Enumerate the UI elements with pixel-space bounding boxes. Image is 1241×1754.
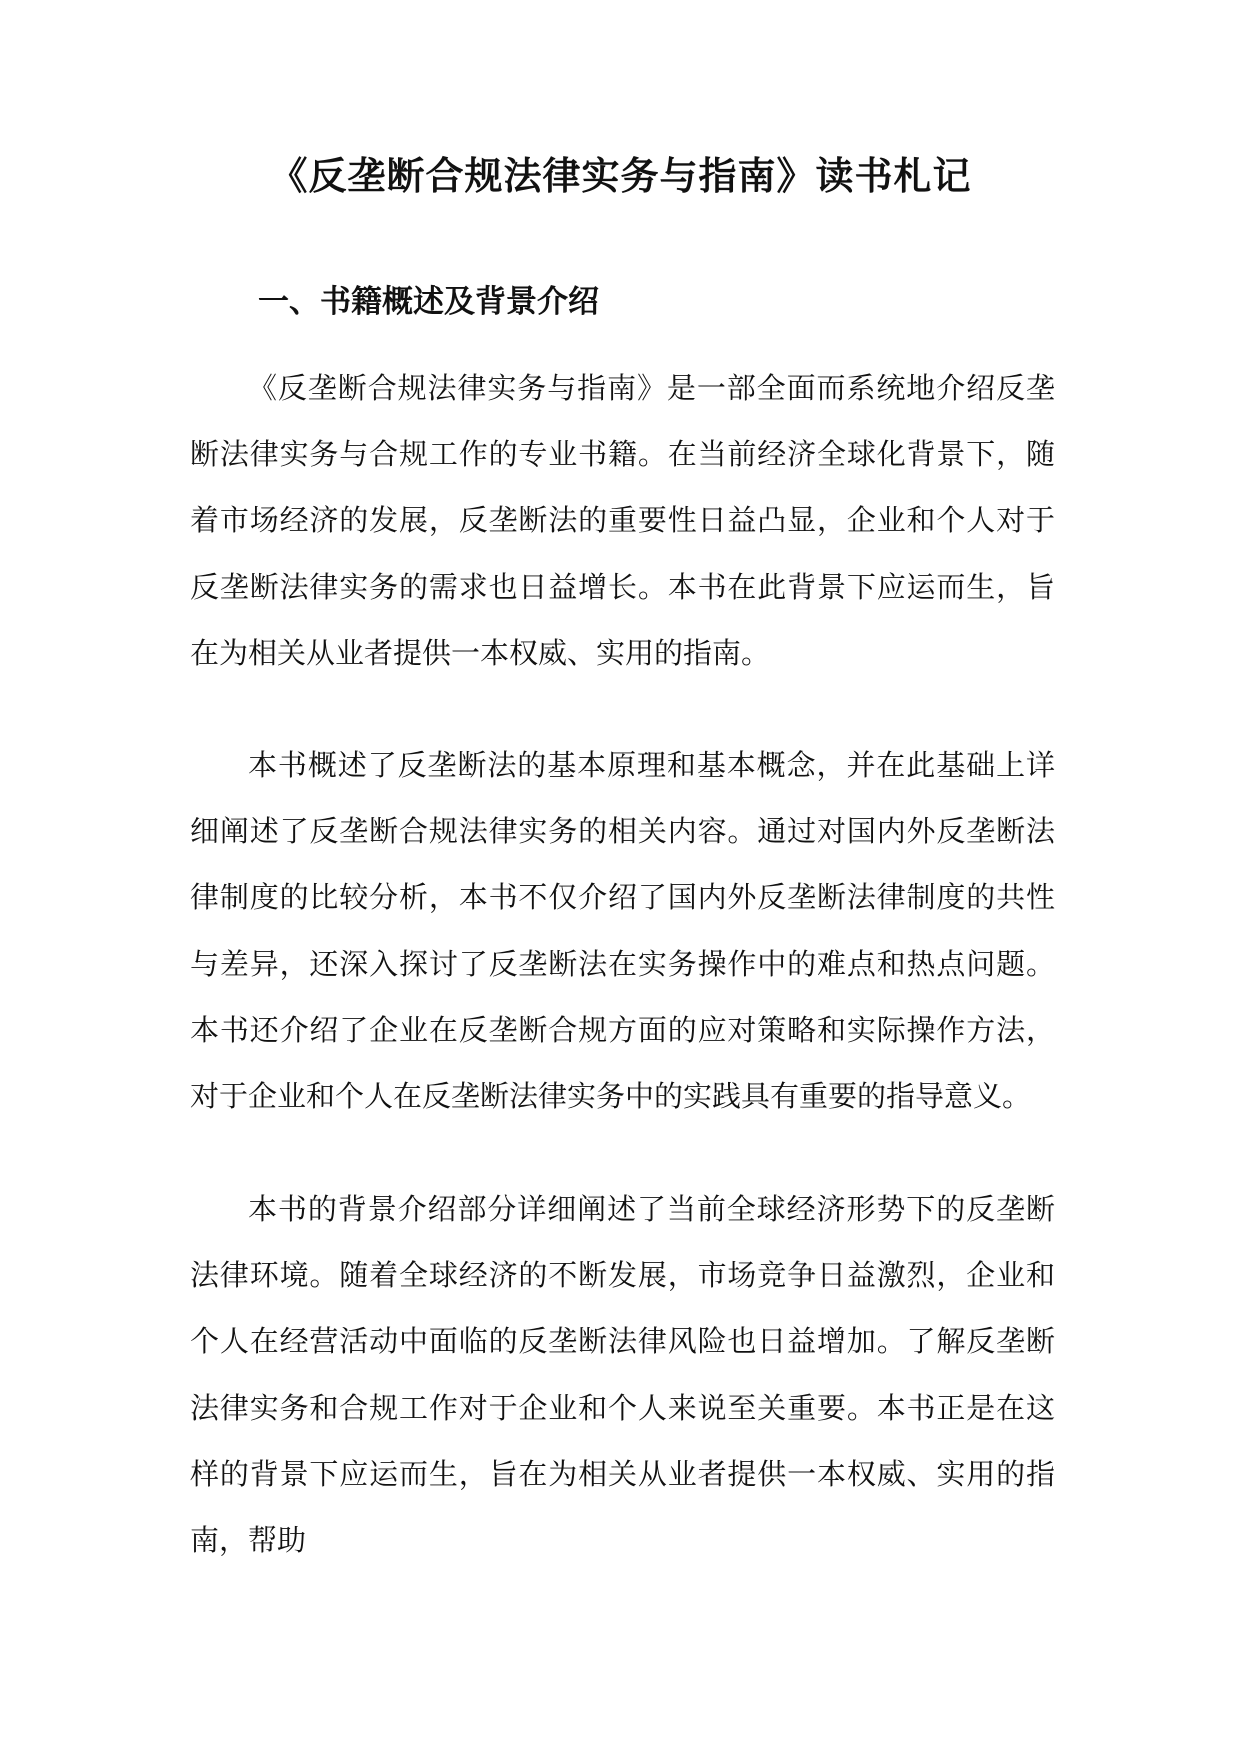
- body-paragraph: 本书的背景介绍部分详细阐述了当前全球经济形势下的反垄断法律环境。随着全球经济的不断发展，市场竞争日益激烈，企业和个人在经营活动中面临的反垄断法律风险也日益增加。了解反垄断法律实务和合规工作对于企业和个人来说至关重要。本书正是在这样的背景下应运而生，旨在为相关从业者提供一本权威、实用的指南，帮助: [190, 1192, 1055, 1558]
- section-heading: 一、书籍概述及背景介绍: [258, 284, 599, 320]
- document-title: 《反垄断合规法律实务与指南》读书札记: [269, 153, 972, 198]
- body-paragraph: 本书概述了反垄断法的基本原理和基本概念，并在此基础上详细阐述了反垄断合规法律实务的相关内容。通过对国内外反垄断法律制度的比较分析，本书不仅介绍了国内外反垄断法律制度的共性与差异，还深入探讨了反垄断法在实务操作中的难点和热点问题。本书还介绍了企业在反垄断合规方面的应对策略和实际操作方法，对于企业和个人在反垄断法律实务中的实践具有重要的指导意义。: [190, 748, 1055, 1114]
- body-paragraph: 《反垄断合规法律实务与指南》是一部全面而系统地介绍反垄断法律实务与合规工作的专业书籍。在当前经济全球化背景下，随着市场经济的发展，反垄断法的重要性日益凸显，企业和个人对于反垄断法律实务的需求也日益增长。本书在此背景下应运而生，旨在为相关从业者提供一本权威、实用的指南。: [190, 371, 1055, 670]
